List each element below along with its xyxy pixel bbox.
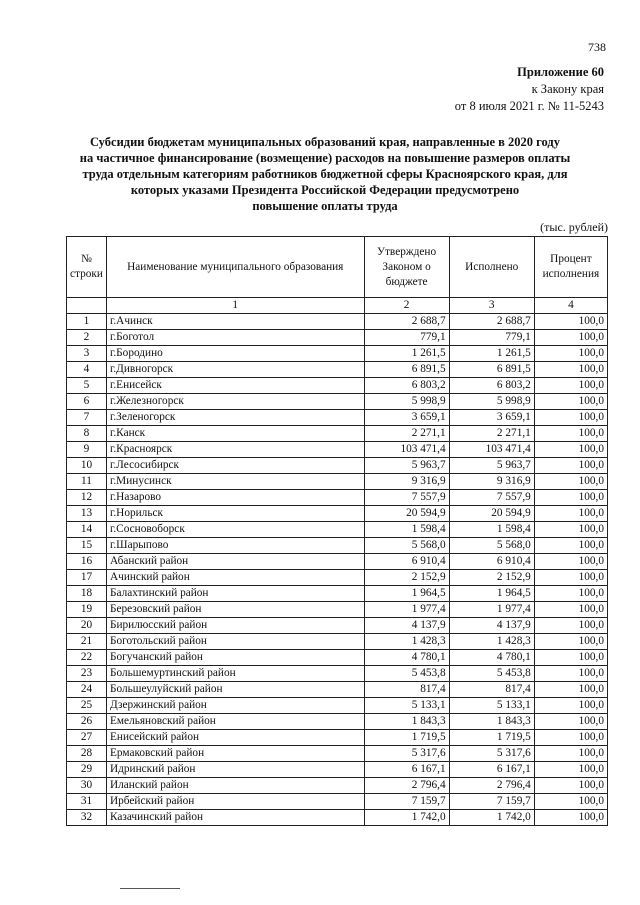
title-line: труда отдельным категориям работников бюджетной сферы Красноярского края, для xyxy=(82,167,568,181)
cell-approved: 1 598,4 xyxy=(364,522,449,538)
cell-name: Богучанский район xyxy=(107,650,365,666)
table-row xyxy=(67,634,608,650)
cell-approved: 1 977,4 xyxy=(364,602,449,618)
cell-percent: 100,0 xyxy=(534,666,607,682)
table-row xyxy=(67,314,608,330)
cell-percent: 100,0 xyxy=(534,570,607,586)
cell-no: 21 xyxy=(67,634,107,650)
cell-executed: 6 167,1 xyxy=(449,762,534,778)
cell-no: 25 xyxy=(67,698,107,714)
cell-name: Большемуртинский район xyxy=(107,666,365,682)
cell-percent: 100,0 xyxy=(534,682,607,698)
cell-approved: 779,1 xyxy=(364,330,449,346)
cell-percent: 100,0 xyxy=(534,506,607,522)
cell-approved: 1 964,5 xyxy=(364,586,449,602)
cell-name: Балахтинский район xyxy=(107,586,365,602)
table-row xyxy=(67,346,608,362)
cell-name: г.Канск xyxy=(107,426,365,442)
cell-name: Ирбейский район xyxy=(107,794,365,810)
cell-percent: 100,0 xyxy=(534,746,607,762)
cell-executed: 5 568,0 xyxy=(449,538,534,554)
header-executed: Исполнено xyxy=(449,237,534,298)
cell-percent: 100,0 xyxy=(534,538,607,554)
appendix-title: Приложение 60 xyxy=(517,65,604,79)
cell-percent: 100,0 xyxy=(534,490,607,506)
table-header-row xyxy=(67,237,608,298)
cell-executed: 3 659,1 xyxy=(449,410,534,426)
table-row xyxy=(67,490,608,506)
cell-percent: 100,0 xyxy=(534,426,607,442)
table-row xyxy=(67,602,608,618)
cell-no: 11 xyxy=(67,474,107,490)
table-row xyxy=(67,522,608,538)
cell-name: г.Лесосибирск xyxy=(107,458,365,474)
col-number-2: 2 xyxy=(364,298,449,314)
cell-percent: 100,0 xyxy=(534,458,607,474)
cell-percent: 100,0 xyxy=(534,522,607,538)
cell-name: Ачинский район xyxy=(107,570,365,586)
table-row xyxy=(67,746,608,762)
cell-executed: 5 317,6 xyxy=(449,746,534,762)
cell-no: 30 xyxy=(67,778,107,794)
cell-name: Ермаковский район xyxy=(107,746,365,762)
cell-name: Идринский район xyxy=(107,762,365,778)
cell-no: 13 xyxy=(67,506,107,522)
table-row xyxy=(67,586,608,602)
cell-percent: 100,0 xyxy=(534,362,607,378)
document-title xyxy=(60,134,590,214)
col-number-4: 4 xyxy=(534,298,607,314)
title-line: на частичное финансирование (возмещение) расходов на повышение размеров оплаты xyxy=(79,151,571,165)
cell-percent: 100,0 xyxy=(534,394,607,410)
cell-no: 3 xyxy=(67,346,107,362)
cell-percent: 100,0 xyxy=(534,650,607,666)
table-row xyxy=(67,506,608,522)
table-row xyxy=(67,650,608,666)
cell-approved: 2 688,7 xyxy=(364,314,449,330)
cell-no: 1 xyxy=(67,314,107,330)
cell-executed: 5 133,1 xyxy=(449,698,534,714)
cell-executed: 2 688,7 xyxy=(449,314,534,330)
cell-approved: 6 910,4 xyxy=(364,554,449,570)
col-number-blank xyxy=(67,298,107,314)
cell-no: 9 xyxy=(67,442,107,458)
cell-approved: 1 719,5 xyxy=(364,730,449,746)
cell-name: г.Сосновоборск xyxy=(107,522,365,538)
cell-executed: 2 152,9 xyxy=(449,570,534,586)
cell-approved: 3 659,1 xyxy=(364,410,449,426)
cell-no: 4 xyxy=(67,362,107,378)
cell-approved: 20 594,9 xyxy=(364,506,449,522)
table-row xyxy=(67,778,608,794)
cell-no: 8 xyxy=(67,426,107,442)
cell-executed: 1 964,5 xyxy=(449,586,534,602)
cell-approved: 7 159,7 xyxy=(364,794,449,810)
cell-no: 15 xyxy=(67,538,107,554)
table-row xyxy=(67,698,608,714)
table-row xyxy=(67,794,608,810)
cell-percent: 100,0 xyxy=(534,474,607,490)
page-number: 738 xyxy=(588,40,606,54)
appendix-block xyxy=(455,64,604,115)
cell-executed: 5 963,7 xyxy=(449,458,534,474)
cell-percent: 100,0 xyxy=(534,410,607,426)
cell-executed: 779,1 xyxy=(449,330,534,346)
table-row xyxy=(67,362,608,378)
header-approved: Утверждено Законом о бюджете xyxy=(364,237,449,298)
cell-name: Емельяновский район xyxy=(107,714,365,730)
cell-approved: 6 891,5 xyxy=(364,362,449,378)
cell-name: г.Железногорск xyxy=(107,394,365,410)
column-number-row xyxy=(67,298,608,314)
cell-executed: 7 557,9 xyxy=(449,490,534,506)
cell-approved: 4 780,1 xyxy=(364,650,449,666)
cell-approved: 2 796,4 xyxy=(364,778,449,794)
cell-executed: 6 803,2 xyxy=(449,378,534,394)
cell-executed: 1 719,5 xyxy=(449,730,534,746)
cell-name: г.Ачинск xyxy=(107,314,365,330)
cell-executed: 817,4 xyxy=(449,682,534,698)
table-row xyxy=(67,570,608,586)
table-row xyxy=(67,378,608,394)
cell-name: Бирилюсский район xyxy=(107,618,365,634)
cell-no: 19 xyxy=(67,602,107,618)
cell-approved: 817,4 xyxy=(364,682,449,698)
cell-approved: 5 568,0 xyxy=(364,538,449,554)
footer-line xyxy=(120,888,180,889)
cell-name: Большеулуйский район xyxy=(107,682,365,698)
cell-approved: 1 428,3 xyxy=(364,634,449,650)
cell-name: г.Боготол xyxy=(107,330,365,346)
cell-executed: 5 998,9 xyxy=(449,394,534,410)
cell-executed: 1 261,5 xyxy=(449,346,534,362)
table-row xyxy=(67,442,608,458)
cell-approved: 5 963,7 xyxy=(364,458,449,474)
cell-name: Енисейский район xyxy=(107,730,365,746)
table-row xyxy=(67,730,608,746)
table-row xyxy=(67,762,608,778)
cell-name: г.Норильск xyxy=(107,506,365,522)
cell-percent: 100,0 xyxy=(534,314,607,330)
cell-percent: 100,0 xyxy=(534,442,607,458)
cell-executed: 1 843,3 xyxy=(449,714,534,730)
cell-executed: 20 594,9 xyxy=(449,506,534,522)
cell-executed: 1 977,4 xyxy=(449,602,534,618)
cell-percent: 100,0 xyxy=(534,794,607,810)
table-row xyxy=(67,810,608,826)
table-row xyxy=(67,538,608,554)
cell-percent: 100,0 xyxy=(534,762,607,778)
cell-no: 12 xyxy=(67,490,107,506)
cell-approved: 5 453,8 xyxy=(364,666,449,682)
cell-percent: 100,0 xyxy=(534,810,607,826)
cell-approved: 1 843,3 xyxy=(364,714,449,730)
cell-no: 26 xyxy=(67,714,107,730)
subsidy-table xyxy=(66,236,608,826)
cell-percent: 100,0 xyxy=(534,778,607,794)
cell-no: 5 xyxy=(67,378,107,394)
title-line: Субсидии бюджетам муниципальных образований края, направленные в 2020 году xyxy=(89,135,561,149)
cell-percent: 100,0 xyxy=(534,618,607,634)
cell-approved: 4 137,9 xyxy=(364,618,449,634)
cell-percent: 100,0 xyxy=(534,346,607,362)
table-row xyxy=(67,410,608,426)
cell-no: 20 xyxy=(67,618,107,634)
cell-executed: 4 137,9 xyxy=(449,618,534,634)
cell-no: 22 xyxy=(67,650,107,666)
col-number-1: 1 xyxy=(107,298,365,314)
cell-approved: 2 271,1 xyxy=(364,426,449,442)
table-row xyxy=(67,554,608,570)
cell-percent: 100,0 xyxy=(534,634,607,650)
table-row xyxy=(67,474,608,490)
cell-no: 29 xyxy=(67,762,107,778)
cell-executed: 1 428,3 xyxy=(449,634,534,650)
table-row xyxy=(67,458,608,474)
cell-name: г.Назарово xyxy=(107,490,365,506)
cell-percent: 100,0 xyxy=(534,698,607,714)
cell-approved: 2 152,9 xyxy=(364,570,449,586)
cell-approved: 103 471,4 xyxy=(364,442,449,458)
cell-no: 24 xyxy=(67,682,107,698)
unit-label: (тыс. рублей) xyxy=(540,220,608,234)
cell-no: 16 xyxy=(67,554,107,570)
cell-approved: 7 557,9 xyxy=(364,490,449,506)
cell-percent: 100,0 xyxy=(534,330,607,346)
cell-name: г.Бородино xyxy=(107,346,365,362)
cell-no: 17 xyxy=(67,570,107,586)
cell-no: 7 xyxy=(67,410,107,426)
header-percent: Процент исполнения xyxy=(534,237,607,298)
cell-no: 6 xyxy=(67,394,107,410)
cell-name: г.Енисейск xyxy=(107,378,365,394)
cell-approved: 5 317,6 xyxy=(364,746,449,762)
table-row xyxy=(67,714,608,730)
cell-percent: 100,0 xyxy=(534,586,607,602)
cell-executed: 6 891,5 xyxy=(449,362,534,378)
cell-percent: 100,0 xyxy=(534,730,607,746)
cell-approved: 5 998,9 xyxy=(364,394,449,410)
cell-executed: 2 796,4 xyxy=(449,778,534,794)
cell-percent: 100,0 xyxy=(534,554,607,570)
cell-percent: 100,0 xyxy=(534,714,607,730)
cell-no: 32 xyxy=(67,810,107,826)
cell-executed: 5 453,8 xyxy=(449,666,534,682)
cell-no: 10 xyxy=(67,458,107,474)
cell-name: г.Зеленогорск xyxy=(107,410,365,426)
cell-name: г.Минусинск xyxy=(107,474,365,490)
table-body xyxy=(67,314,608,826)
cell-executed: 7 159,7 xyxy=(449,794,534,810)
cell-no: 18 xyxy=(67,586,107,602)
cell-approved: 9 316,9 xyxy=(364,474,449,490)
cell-approved: 1 261,5 xyxy=(364,346,449,362)
cell-name: Иланский район xyxy=(107,778,365,794)
cell-approved: 5 133,1 xyxy=(364,698,449,714)
table-row xyxy=(67,682,608,698)
header-no: № строки xyxy=(67,237,107,298)
cell-approved: 6 167,1 xyxy=(364,762,449,778)
cell-percent: 100,0 xyxy=(534,378,607,394)
cell-executed: 4 780,1 xyxy=(449,650,534,666)
cell-name: г.Красноярск xyxy=(107,442,365,458)
cell-no: 14 xyxy=(67,522,107,538)
cell-executed: 9 316,9 xyxy=(449,474,534,490)
cell-name: Дзержинский район xyxy=(107,698,365,714)
cell-name: г.Дивногорск xyxy=(107,362,365,378)
cell-name: Казачинский район xyxy=(107,810,365,826)
table-row xyxy=(67,394,608,410)
cell-name: Березовский район xyxy=(107,602,365,618)
title-line: повышение оплаты труда xyxy=(252,199,398,213)
cell-no: 27 xyxy=(67,730,107,746)
cell-no: 28 xyxy=(67,746,107,762)
table-row xyxy=(67,666,608,682)
table-row xyxy=(67,618,608,634)
cell-no: 2 xyxy=(67,330,107,346)
cell-approved: 6 803,2 xyxy=(364,378,449,394)
cell-name: г.Шарыпово xyxy=(107,538,365,554)
col-number-3: 3 xyxy=(449,298,534,314)
cell-approved: 1 742,0 xyxy=(364,810,449,826)
cell-executed: 1 742,0 xyxy=(449,810,534,826)
cell-executed: 103 471,4 xyxy=(449,442,534,458)
appendix-date: от 8 июля 2021 г. № 11-5243 xyxy=(454,99,604,113)
title-line: которых указами Президента Российской Федерации предусмотрено xyxy=(130,183,520,197)
table-row xyxy=(67,426,608,442)
table-row xyxy=(67,330,608,346)
cell-no: 31 xyxy=(67,794,107,810)
header-name: Наименование муниципального образования xyxy=(107,237,365,298)
cell-no: 23 xyxy=(67,666,107,682)
cell-name: Боготольский район xyxy=(107,634,365,650)
appendix-law: к Закону края xyxy=(531,82,604,96)
cell-name: Абанский район xyxy=(107,554,365,570)
cell-executed: 2 271,1 xyxy=(449,426,534,442)
cell-percent: 100,0 xyxy=(534,602,607,618)
cell-executed: 1 598,4 xyxy=(449,522,534,538)
cell-executed: 6 910,4 xyxy=(449,554,534,570)
